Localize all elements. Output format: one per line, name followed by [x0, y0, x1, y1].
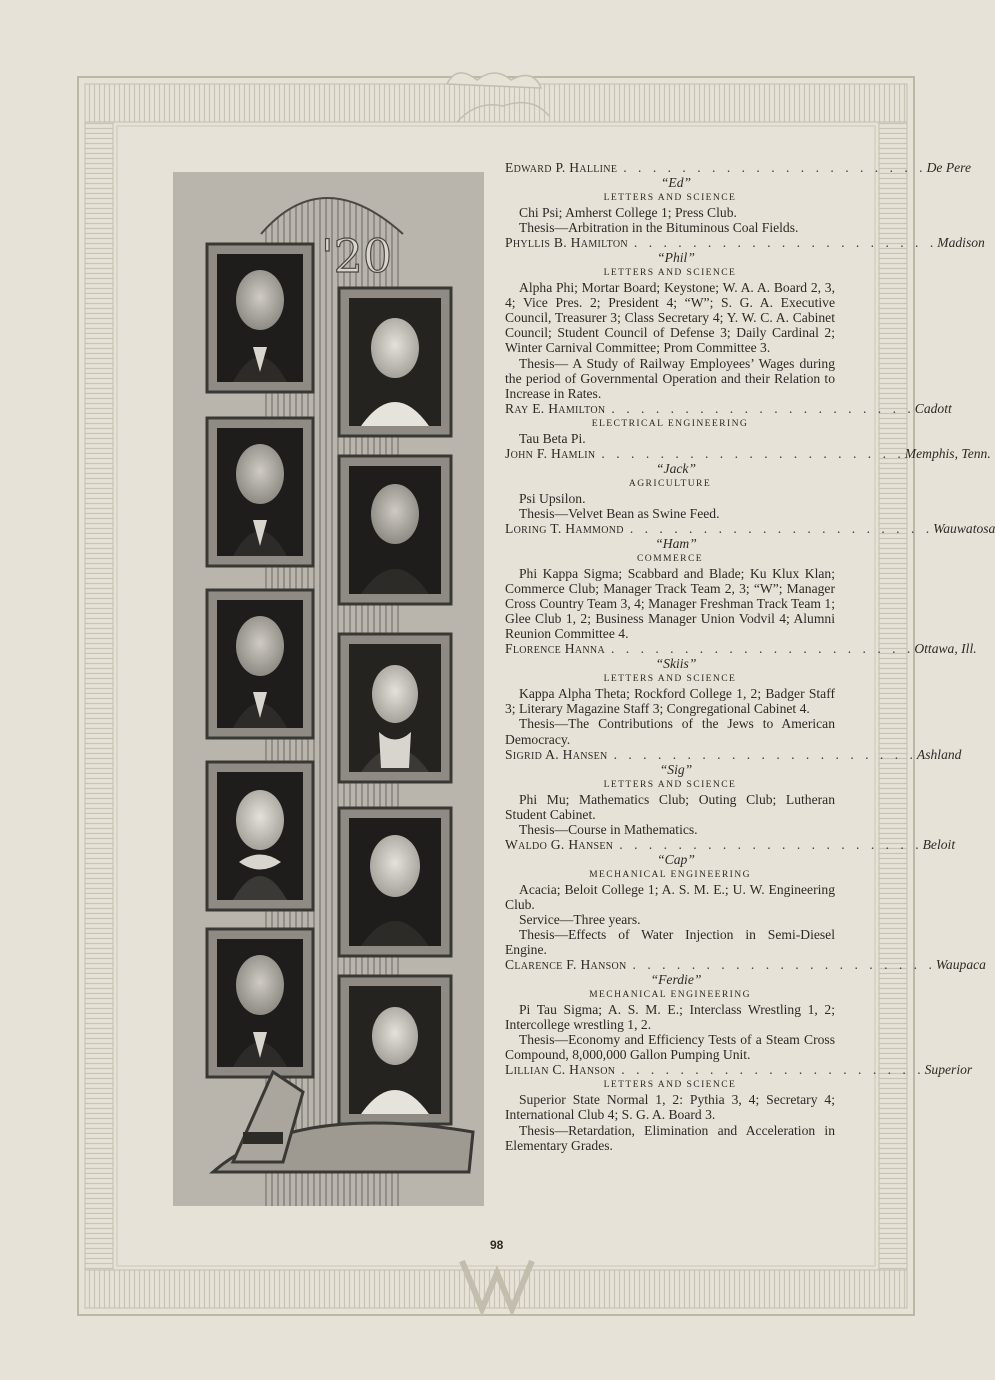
hometown: Superior [924, 1062, 973, 1078]
entry-heading [505, 520, 995, 536]
leader-dots: . . . . . . . . . . . . . . . . . . . . . [623, 160, 927, 175]
activity-text: Kappa Alpha Theta; Rockford College 1, 2; Badger Staff 3; Literary Magazine Staff 3; Congregational Cabinet 4. [505, 686, 835, 717]
student-entry [505, 641, 977, 747]
nickname: “Ferdie” [650, 972, 702, 988]
activity-text: Thesis—Effects of Water Injection in Semi-Diesel Engine. [505, 927, 835, 958]
activity-text: Phi Kappa Sigma; Scabbard and Blade; Ku Klux Klan; Commerce Club; Manager Track Team 2, 3; “W”; Manager Cross Country Team 3, 4; Manager Freshman Track Team 1; Glee Club 1, 2; Business Manager Union Vodvil 4; Alumni Reunion Committee 4. [505, 566, 835, 642]
student-entry [505, 400, 952, 446]
nickname: “Ham” [655, 535, 697, 551]
activity-text: Thesis—Retardation, Elimination and Acceleration in Elementary Grades. [505, 1122, 835, 1153]
nickname: “Cap” [657, 851, 695, 867]
activity-text: Thesis— A Study of Railway Employees’ Wages during the period of Governmental Operation and their Relation to Increase in Rates. [505, 355, 835, 401]
department: AGRICULTURE [628, 477, 712, 489]
department: ELECTRICAL ENGINEERING [591, 417, 749, 429]
activity-text: Tau Beta Pi. [519, 430, 586, 446]
student-entry [505, 160, 971, 236]
student-name: Loring T. Hammond [505, 520, 624, 536]
class-year-emblem: '20 [321, 229, 393, 283]
leader-dots: . . . . . . . . . . . . . . . . . . . . . [621, 1062, 925, 1078]
activity-text: Thesis—Course in Mathematics. [519, 821, 698, 837]
entry-heading [505, 746, 962, 762]
portrait-left-3 [207, 590, 313, 738]
hometown: Madison [937, 235, 985, 251]
hometown: Beloit [922, 836, 956, 852]
entry-heading [505, 836, 956, 852]
leader-dots: . . . . . . . . . . . . . . . . . . . . . [633, 235, 938, 251]
hometown: Wauwatosa [933, 520, 995, 536]
portrait-right-2 [339, 456, 451, 604]
student-name: Lillian C. Hanson [505, 1062, 616, 1078]
department: LETTERS AND SCIENCE [603, 778, 737, 790]
student-name: Waldo G. Hansen [505, 836, 614, 852]
activity-text: Alpha Phi; Mortar Board; Keystone; W. A. A. Board 2, 3, 4; Vice Pres. 2; President 4; “W”; S. G. A. Executive Council, Treasurer 3; Class Secretary 4; Y. W. C. A. Cabinet Council; Student Council of Defense 3; Daily Cardinal 2; Winter Carnival Committee; Prom Committee 3. [505, 280, 835, 356]
department: LETTERS AND SCIENCE [603, 1079, 737, 1091]
student-name: Clarence F. Hanson [505, 957, 627, 973]
student-entries [505, 160, 995, 1153]
department: LETTERS AND SCIENCE [603, 267, 737, 279]
department: LETTERS AND SCIENCE [603, 673, 737, 685]
student-entry [505, 957, 986, 1063]
entry-heading [505, 957, 986, 973]
entry-heading [505, 641, 977, 657]
hometown: Waupaca [935, 957, 986, 973]
entry-heading [505, 400, 952, 416]
leader-dots: . . . . . . . . . . . . . . . . . . . . . [619, 836, 923, 852]
activity-text: Phi Mu; Mathematics Club; Outing Club; Lutheran Student Cabinet. [505, 791, 835, 822]
department: LETTERS AND SCIENCE [603, 192, 737, 204]
department: MECHANICAL ENGINEERING [589, 989, 751, 1001]
hometown: Memphis, Tenn. [904, 445, 991, 461]
hometown: Ashland [916, 746, 962, 762]
portrait-left-5 [207, 929, 313, 1077]
hometown: Cadott [914, 400, 952, 416]
entry-heading [505, 445, 991, 461]
student-name: Sigrid A. Hansen [505, 746, 608, 762]
leader-dots: . . . . . . . . . . . . . . . . . . . . . [613, 746, 917, 762]
nickname: “Jack” [655, 460, 697, 476]
entry-heading [505, 235, 985, 251]
student-entry [505, 520, 995, 642]
portrait-right-1 [339, 288, 451, 436]
portrait-right-4 [339, 808, 451, 956]
leader-dots: . . . . . . . . . . . . . . . . . . . . . [610, 641, 915, 657]
student-name: Florence Hanna [505, 641, 605, 657]
page-number: 98 [490, 1238, 504, 1252]
activity-text: Pi Tau Sigma; A. S. M. E.; Interclass Wrestling 1, 2; Intercollege wrestling 1, 2. [505, 1002, 835, 1033]
activity-text: Thesis—Arbitration in the Bituminous Coal Fields. [519, 220, 799, 236]
leader-dots: . . . . . . . . . . . . . . . . . . . . . [632, 957, 936, 973]
activity-text: Thesis—Velvet Bean as Swine Feed. [519, 505, 720, 521]
portrait-left-1 [207, 244, 313, 392]
student-entry [505, 1062, 973, 1153]
activity-text: Thesis—The Contributions of the Jews to American Democracy. [505, 716, 835, 747]
activity-text: Psi Upsilon. [519, 490, 586, 506]
entry-heading [505, 160, 971, 175]
nickname: “Sig” [659, 761, 693, 777]
student-name: John F. Hamlin [505, 445, 596, 461]
portrait-left-4 [207, 762, 313, 910]
student-entry [505, 235, 985, 401]
department: MECHANICAL ENGINEERING [589, 868, 751, 880]
portrait-panel [173, 172, 484, 1206]
leader-dots: . . . . . . . . . . . . . . . . . . . . . [601, 445, 905, 461]
entry-heading [505, 1062, 973, 1078]
hometown: De Pere [926, 160, 971, 175]
student-entry [505, 836, 956, 958]
activity-text: Superior State Normal 1, 2: Pythia 3, 4; Secretary 4; International Club 4; S. G. A. Board 3. [505, 1092, 835, 1123]
student-entry [505, 445, 991, 521]
student-entry [505, 746, 962, 837]
nickname: “Phil” [657, 250, 695, 266]
activity-text: Chi Psi; Amherst College 1; Press Club. [519, 205, 737, 221]
activity-text: Service—Three years. [519, 911, 641, 927]
student-name: Phyllis B. Hamilton [505, 235, 628, 251]
portrait-right-3 [339, 634, 451, 782]
department: COMMERCE [636, 553, 704, 565]
hometown: Ottawa, Ill. [914, 641, 977, 657]
activity-text: Acacia; Beloit College 1; A. S. M. E.; U. W. Engineering Club. [505, 881, 835, 912]
student-name: Ray E. Hamilton [505, 400, 606, 416]
nickname: “Skiis” [655, 656, 697, 672]
leader-dots: . . . . . . . . . . . . . . . . . . . . . [611, 400, 915, 416]
student-name: Edward P. Halline [505, 160, 618, 175]
activity-text: Thesis—Economy and Efficiency Tests of a Steam Cross Compound, 8,000,000 Gallon Pumping Unit. [505, 1032, 835, 1063]
portrait-right-5 [339, 976, 451, 1124]
nickname: “Ed” [660, 175, 692, 191]
leader-dots: . . . . . . . . . . . . . . . . . . . . . [629, 520, 934, 536]
portrait-left-2 [207, 418, 313, 566]
